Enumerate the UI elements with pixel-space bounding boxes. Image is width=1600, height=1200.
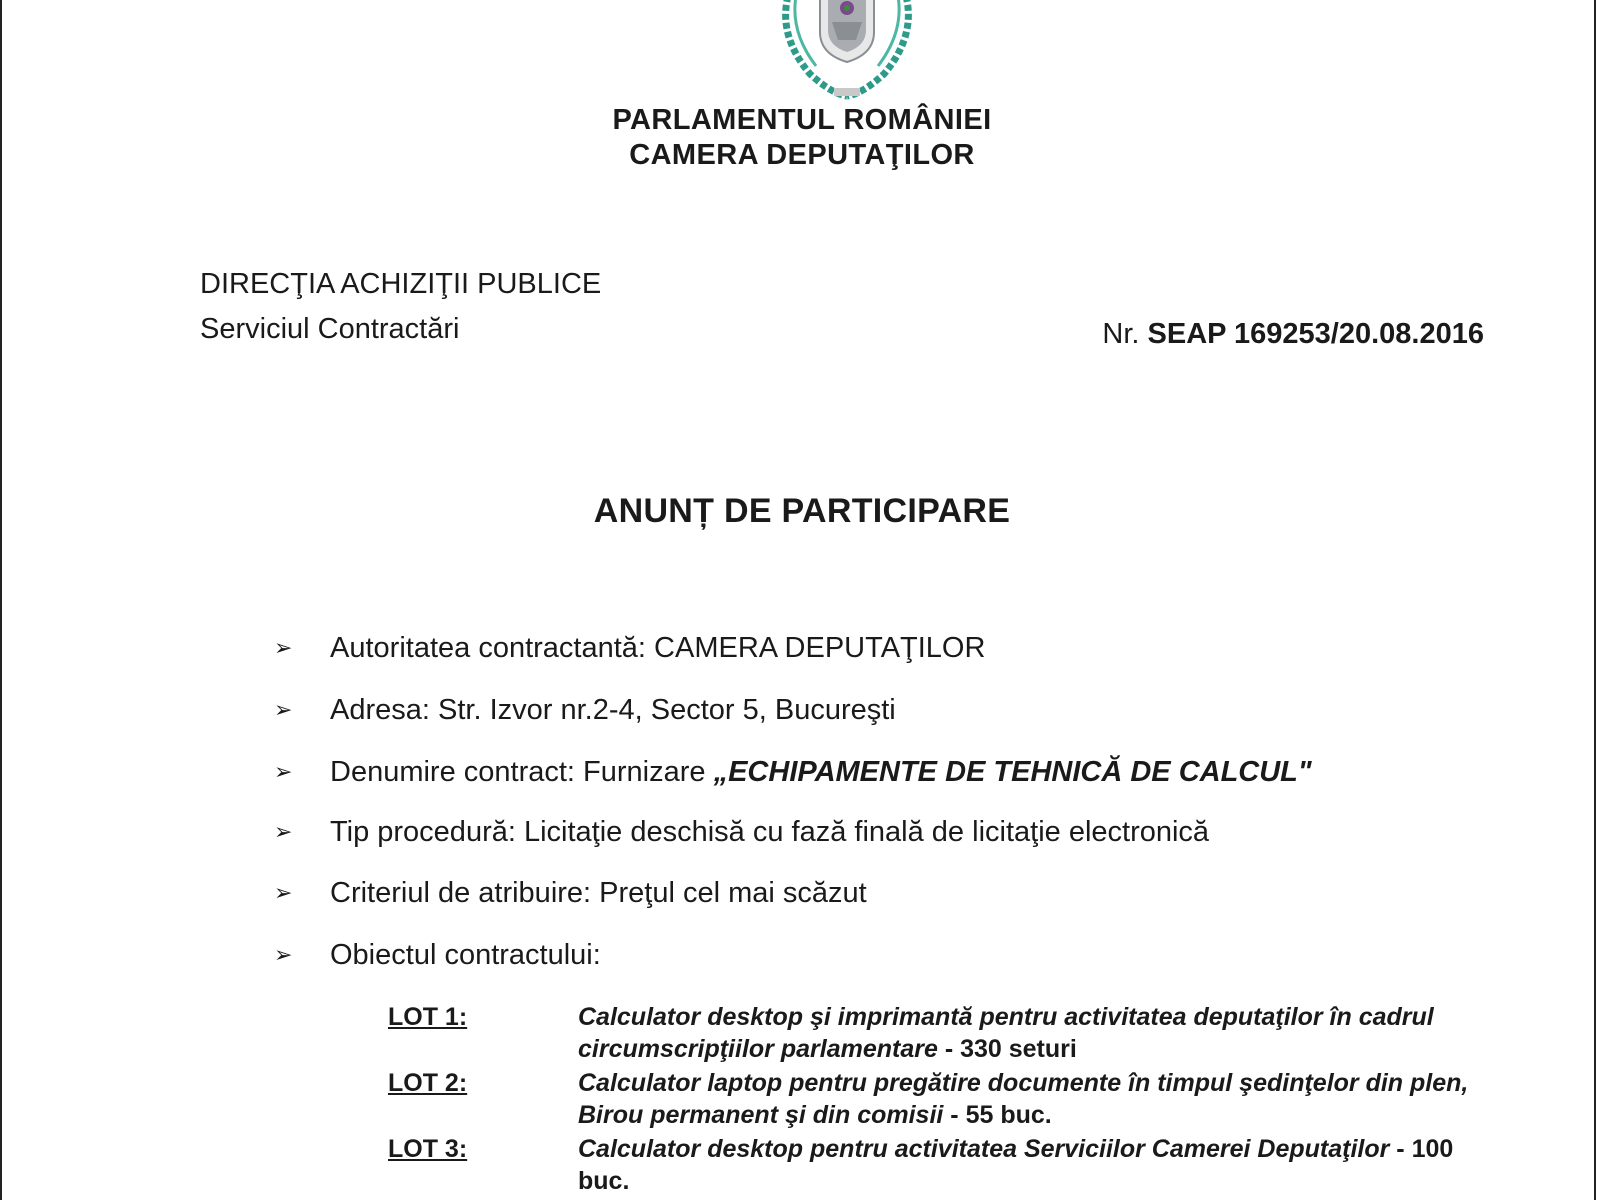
contract-prefix: Denumire contract: Furnizare — [330, 756, 714, 788]
list-item — [274, 939, 601, 972]
arrow-bullet-icon: ➢ — [274, 635, 293, 660]
arrow-bullet-icon: ➢ — [274, 759, 293, 784]
service-title: Serviciul Contractări — [200, 313, 460, 345]
lot-description — [578, 1001, 1478, 1065]
lot-label: LOT 1: — [388, 1003, 468, 1031]
lot-description-text: Calculator desktop pentru activitatea Serviciilor Camerei Deputaţilor — [578, 1135, 1390, 1163]
lot-quantity: - 55 buc. — [943, 1101, 1052, 1129]
procedure-text: Tip procedură: Licitaţie deschisă cu fază finală de licitaţie electronică — [330, 816, 1210, 848]
arrow-bullet-icon: ➢ — [274, 942, 293, 967]
arrow-bullet-icon: ➢ — [274, 819, 293, 844]
lot-description-text: Calculator desktop şi imprimantă pentru activitatea deputaţilor în cadrul circumscripţiilor parlamentare — [578, 1003, 1434, 1063]
lot-label: LOT 2: — [388, 1069, 468, 1097]
list-item — [274, 632, 985, 665]
institution-name: PARLAMENTUL ROMÂNIEI — [612, 104, 992, 136]
reference-value: SEAP 169253/20.08.2016 — [1147, 318, 1484, 350]
coat-of-arms-icon — [770, 0, 924, 104]
lot-label: LOT 3: — [388, 1135, 468, 1163]
list-item — [274, 816, 1209, 849]
lot-description — [578, 1067, 1478, 1131]
list-item — [274, 877, 867, 910]
lot-description — [578, 1133, 1478, 1197]
list-item — [274, 694, 896, 727]
reference-prefix: Nr. — [1102, 318, 1140, 350]
arrow-bullet-icon: ➢ — [274, 697, 293, 722]
lot-description-text: Calculator laptop pentru pregătire documente în timpul şedinţelor din plen, Birou permanent şi din comisii — [578, 1069, 1469, 1129]
reference-number — [1102, 318, 1484, 351]
criterion-text: Criteriul de atribuire: Preţul cel mai scăzut — [330, 877, 867, 909]
list-item — [274, 756, 1312, 789]
lot-quantity: - 100 buc. — [578, 1135, 1454, 1195]
address-text: Adresa: Str. Izvor nr.2-4, Sector 5, Bucureşti — [330, 694, 896, 726]
object-text: Obiectul contractului: — [330, 939, 601, 971]
contract-name: „ECHIPAMENTE DE TEHNICĂ DE CALCUL" — [713, 756, 1312, 788]
department-title: DIRECŢIA ACHIZIŢII PUBLICE — [200, 268, 602, 300]
notice-title: ANUNȚ DE PARTICIPARE — [593, 492, 1011, 530]
arrow-bullet-icon: ➢ — [274, 880, 293, 905]
chamber-name: CAMERA DEPUTAŢILOR — [629, 139, 975, 171]
lot-quantity: - 330 seturi — [937, 1035, 1077, 1063]
authority-text: Autoritatea contractantă: CAMERA DEPUTAŢILOR — [330, 632, 986, 664]
